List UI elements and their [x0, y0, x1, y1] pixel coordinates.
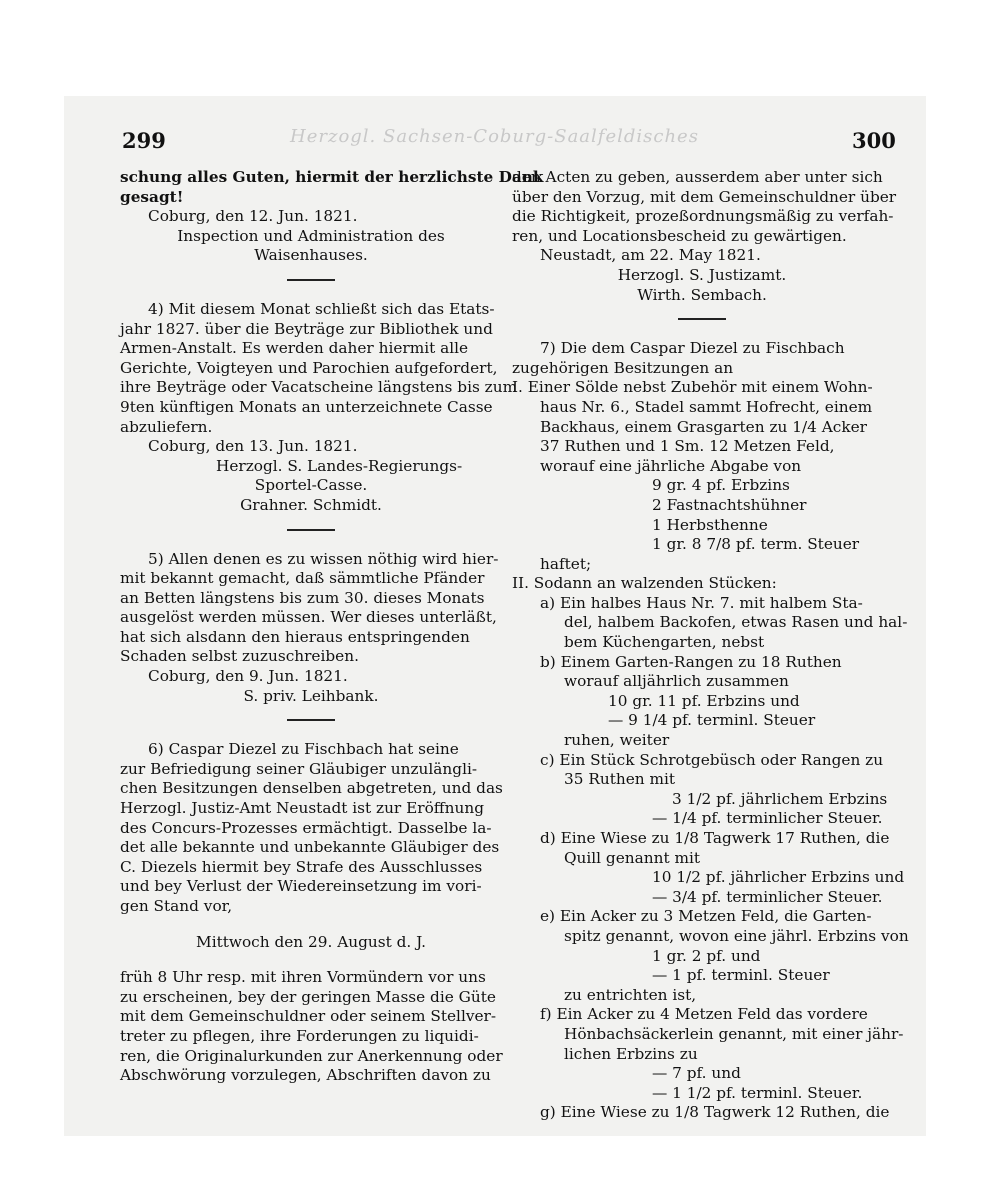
text-line: det alle bekannte und unbekannte Gläubiger des [120, 838, 500, 857]
spacer [120, 917, 502, 933]
text-line: Mittwoch den 29. August d. J. [196, 932, 426, 951]
text-line: gen Stand vor, [120, 897, 233, 915]
text-line: haftet; [540, 554, 592, 573]
text-line: ren, und Locationsbescheid zu gewärtigen. [512, 226, 847, 245]
section-divider [287, 279, 335, 281]
text-line: Quill genannt mit [564, 848, 701, 867]
text-line: Sportel-Casse. [254, 476, 368, 495]
text-line: Herzogl. S. Justizamt. [617, 265, 787, 284]
text-line: über den Vorzug, mit dem Gemeinschuldner über [512, 187, 897, 206]
text-line: 3 1/2 pf. jährlichem Erbzins [672, 789, 888, 808]
text-line: — 1 pf. terminl. Steuer [652, 966, 830, 985]
text-line: ren, die Originalurkunden zur Anerkennung oder [120, 1046, 503, 1065]
text-line: — 9 1/4 pf. terminl. Steuer [608, 711, 816, 730]
text-line: I. Einer Sölde nebst Zubehör mit einem Wohn- [512, 378, 873, 397]
text-line: 4) Mit diesem Monat schließt sich das Etats- [148, 299, 495, 318]
text-line: früh 8 Uhr resp. mit ihren Vormündern vor uns [120, 968, 486, 987]
text-line: 5) Allen denen es zu wissen nöthig wird hier- [148, 549, 499, 568]
text-line: an Betten längstens bis zum 30. dieses Monats [120, 588, 485, 607]
text-line: und bey Verlust der Wiedereinsetzung im vori- [120, 877, 482, 896]
text-line: Waisenhauses. [254, 246, 368, 265]
text-line: Coburg, den 13. Jun. 1821. [148, 437, 358, 456]
text-line: gesagt! [120, 187, 184, 206]
text-line: f) Ein Acker zu 4 Metzen Feld das vordere [540, 1005, 868, 1024]
section-divider [287, 719, 335, 721]
text-line: Wirth. Sembach. [637, 285, 767, 304]
section-divider [678, 318, 726, 320]
text-line: treter zu pflegen, ihre Forderungen zu liquidi- [120, 1026, 479, 1045]
text-line: Herzogl. S. Landes-Regierungs- [216, 456, 463, 475]
text-line: worauf eine jährliche Abgabe von [540, 456, 802, 475]
text-line: Grahner. Schmidt. [240, 495, 382, 514]
text-line: 35 Ruthen mit [564, 770, 676, 789]
text-line: — 1/4 pf. terminlicher Steuer. [652, 809, 883, 828]
text-line: II. Sodann an walzenden Stücken: [512, 574, 777, 593]
page-number-left: 299 [122, 128, 166, 153]
text-line: 10 gr. 11 pf. Erbzins und [608, 691, 800, 710]
text-line: Backhaus, einem Grasgarten zu 1/4 Acker [540, 417, 867, 436]
text-line: 1 Herbsthenne [652, 515, 768, 534]
text-line: Abschwörung vorzulegen, Abschriften davon zu [120, 1066, 491, 1085]
left-column [120, 168, 544, 1086]
running-head: Herzogl. Sachsen-Coburg-Saalfeldisches [290, 126, 699, 147]
text-line: 1 gr. 2 pf. und [652, 946, 761, 965]
text-line: spitz genannt, wovon eine jährl. Erbzins von [564, 926, 909, 945]
text-line: — 7 pf. und [652, 1064, 741, 1083]
text-line: Neustadt, am 22. May 1821. [540, 246, 761, 265]
right-column [512, 168, 909, 1123]
text-line: 9ten künftigen Monats an unterzeichnete Casse [120, 397, 493, 416]
text-line: 10 1/2 pf. jährlicher Erbzins und [652, 868, 905, 887]
text-line: — 1 1/2 pf. terminl. Steuer. [652, 1083, 863, 1102]
text-line: Gerichte, Voigteyen und Parochien aufgefordert, [120, 358, 498, 377]
page-number-right: 300 [852, 128, 896, 153]
spacer [120, 952, 502, 968]
text-line: C. Diezels hiermit bey Strafe des Ausschlusses [120, 857, 483, 876]
text-line: hat sich alsdann den hieraus entspringenden [120, 627, 470, 646]
text-line: zu erscheinen, bey der geringen Masse die Güte [120, 987, 496, 1006]
text-line: ihre Beyträge oder Vacatscheine längstens bis zum [120, 378, 518, 397]
text-line: bem Küchengarten, nebst [564, 633, 765, 652]
text-line: Herzogl. Justiz-Amt Neustadt ist zur Eröffnung [120, 799, 484, 818]
text-line: Coburg, den 12. Jun. 1821. [148, 207, 358, 226]
text-line: b) Einem Garten-Rangen zu 18 Ruthen [540, 652, 842, 671]
text-line: zur Befriedigung seiner Gläubiger unzulängli- [120, 759, 478, 778]
text-line: c) Ein Stück Schrotgebüsch oder Rangen zu [540, 750, 884, 769]
text-line: — 3/4 pf. terminlicher Steuer. [652, 887, 883, 906]
text-line: lichen Erbzins zu [564, 1044, 698, 1063]
text-line: zugehörigen Besitzungen an [512, 358, 734, 377]
text-line: Hönbachsäckerlein genannt, mit einer jähr- [564, 1024, 904, 1043]
text-line: des Concurs-Prozesses ermächtigt. Dasselbe la- [120, 818, 492, 837]
text-line: 6) Caspar Diezel zu Fischbach hat seine [148, 740, 459, 759]
text-line: 2 Fastnachtshühner [652, 495, 807, 514]
text-line: worauf alljährlich zusammen [564, 672, 789, 691]
text-line: del, halbem Backofen, etwas Rasen und hal- [564, 613, 908, 632]
text-line: haus Nr. 6., Stadel sammt Hofrecht, einem [540, 397, 873, 416]
text-line: jahr 1827. über die Beyträge zur Bibliothek und [120, 319, 493, 338]
text-line: 37 Ruthen und 1 Sm. 12 Metzen Feld, [540, 437, 835, 456]
text-line: chen Besitzungen denselben abgetreten, und das [120, 779, 503, 798]
text-line: a) Ein halbes Haus Nr. 7. mit halbem Sta- [540, 593, 863, 612]
text-line: d) Eine Wiese zu 1/8 Tagwerk 17 Ruthen, die [540, 829, 890, 847]
text-line: Inspection und Administration des [177, 226, 445, 245]
text-line: g) Eine Wiese zu 1/8 Tagwerk 12 Ruthen, die [540, 1103, 890, 1122]
text-line: Schaden selbst zuzuschreiben. [120, 647, 359, 666]
text-line: den Acten zu geben, ausserdem aber unter sich [512, 168, 883, 186]
text-line: zu entrichten ist, [564, 985, 697, 1004]
section-divider [287, 529, 335, 531]
text-line: Armen-Anstalt. Es werden daher hiermit alle [120, 339, 469, 358]
text-line: 9 gr. 4 pf. Erbzins [652, 476, 790, 495]
text-line: Coburg, den 9. Jun. 1821. [148, 667, 348, 686]
text-line: 1 gr. 8 7/8 pf. term. Steuer [652, 535, 860, 554]
text-line: abzuliefern. [120, 417, 213, 436]
text-line: 7) Die dem Caspar Diezel zu Fischbach [540, 339, 845, 358]
text-line: die Richtigkeit, prozeßordnungsmäßig zu verfah- [512, 207, 894, 226]
text-line: S. priv. Leihbank. [243, 686, 379, 705]
text-line: mit bekannt gemacht, daß sämmtliche Pfänder [120, 569, 485, 588]
text-line: e) Ein Acker zu 3 Metzen Feld, die Garten- [540, 907, 872, 926]
text-line: mit dem Gemeinschuldner oder seinem Stellver- [120, 1007, 497, 1026]
text-line: ruhen, weiter [564, 731, 670, 750]
text-line: ausgelöst werden müssen. Wer dieses unterläßt, [120, 608, 497, 627]
text-line: schung alles Guten, hiermit der herzlichste Dank [120, 168, 544, 186]
